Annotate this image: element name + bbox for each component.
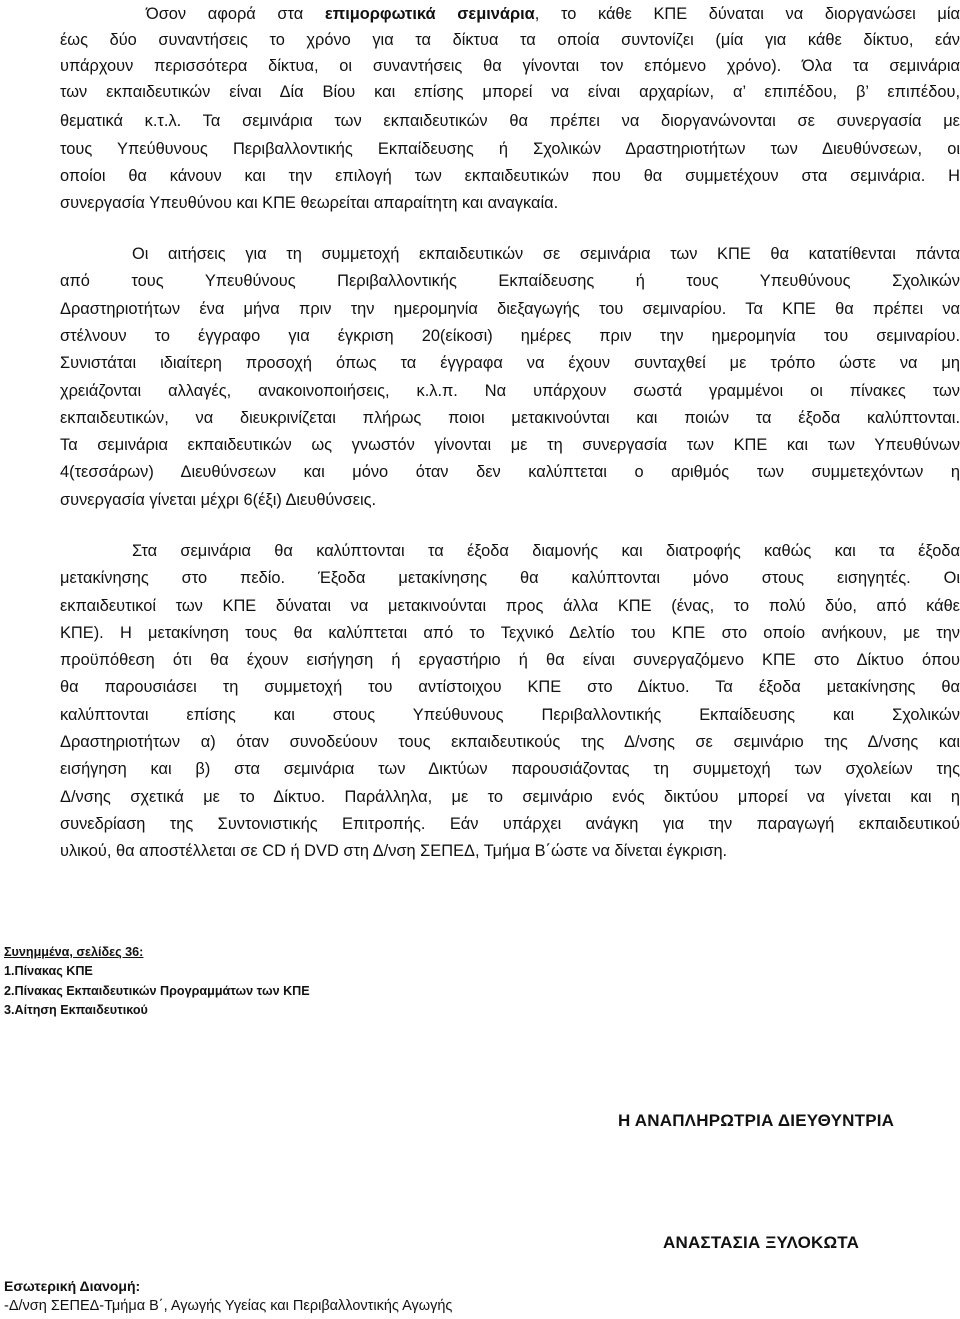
attachments-heading: Συνημμένα, σελίδες 36:	[4, 945, 144, 959]
signatory-role: Η ΑΝΑΠΛΗΡΩΤΡΙΑ ΔΙΕΥΘΥΝΤΡΙΑ	[618, 1111, 895, 1130]
p2-line-7: εκπαιδευτικών, να διευκρινίζεται πλήρως ποιοι μετακινούνται και ποιών τα έξοδα καλύπτονται.	[60, 409, 960, 427]
attachment-item-3: 3.Αίτηση Εκπαιδευτικού	[4, 1003, 148, 1017]
p3-line-2: μετακίνησης στο πεδίο. Έξοδα μετακίνησης θα καλύπτονται μόνο στους εισηγητές. Οι	[60, 569, 960, 587]
attachment-item-1: 1.Πίνακας ΚΠΕ	[4, 964, 93, 978]
p3-line-11: συνεδρίαση της Συντονιστικής Επιτροπής. Εάν υπάρχει ανάγκη για την παραγωγή εκπαιδευτικού	[60, 815, 960, 833]
p2-line-8: Τα σεμινάρια εκπαιδευτικών ως γνωστόν γίνονται με τη συνεργασία των ΚΠΕ και των Υπευθύνων	[60, 436, 960, 454]
p3-line-1: Στα σεμινάρια θα καλύπτονται τα έξοδα διαμονής και διατροφής καθώς και τα έξοδα	[132, 542, 960, 560]
p1-line-8: συνεργασία Υπευθύνου και ΚΠΕ θεωρείται απαραίτητη και αναγκαία.	[60, 194, 559, 212]
p3-line-5: προϋπόθεση ότι θα έχουν εισήγηση ή εργαστήριο ή θα είναι συνεργαζόμενο ΚΠΕ στο Δίκτυο όπου	[60, 651, 960, 669]
p3-line-12: υλικού, θα αποστέλλεται σε CD ή DVD στη Δ/νση ΣΕΠΕΔ, Τμήμα Β΄ώστε να δίνεται έγκριση.	[60, 842, 728, 860]
p2-line-3: Δραστηριοτήτων ένα μήνα πριν την ημερομηνία διεξαγωγής του σεμιναρίου. Τα ΚΠΕ θα πρέπει να	[60, 300, 960, 318]
p2-line-2: από τους Υπευθύνους Περιβαλλοντικής Εκπαίδευσης ή τους Υπευθύνους Σχολικών	[60, 272, 960, 290]
p3-line-10: Δ/νσης σχετικά με το Δίκτυο. Παράλληλα, με το σεμινάριο ενός δικτύου μπορεί να γίνεται και η	[60, 788, 960, 806]
p1-line-6: τους Υπεύθυνους Περιβαλλοντικής Εκπαίδευσης ή Σχολικών Δραστηριοτήτων των Διευθύνσεων, οι	[60, 140, 960, 158]
p3-line-3: εκπαιδευτικοί των ΚΠΕ δύναται να μετακινούνται προς άλλα ΚΠΕ (ένας, το πολύ δύο, από κάθε	[60, 597, 960, 615]
p1-line-1: Όσον αφορά στα επιμορφωτικά σεμινάρια, το κάθε ΚΠΕ δύναται να διοργανώσει μία	[146, 5, 960, 23]
p1-line-4: των εκπαιδευτικών είναι Δία Βίου και επίσης μπορεί να είναι αρχαρίων, α’ επιπέδου, β’ επιπέδου,	[60, 83, 960, 101]
p2-line-9: 4(τεσσάρων) Διευθύνσεων και μόνο όταν δεν καλύπτεται ο αριθμός των συμμετεχόντων η	[60, 463, 960, 481]
p2-line-10: συνεργασία γίνεται μέχρι 6(έξι) Διευθύνσεις.	[60, 491, 377, 509]
p1-line-2: έως δύο συναντήσεις το χρόνο για τα δίκτυα τα οποία συντονίζει (μία για κάθε δίκτυο, εάν	[60, 31, 960, 49]
p2-line-5: Συνιστάται ιδιαίτερη προσοχή όπως τα έγγραφα να έχουν συνταχθεί με τρόπο ώστε να μη	[60, 354, 960, 372]
p3-line-6: θα παρουσιάσει τη συμμετοχή του αντίστοιχου ΚΠΕ στο Δίκτυο. Τα έξοδα μετακίνησης θα	[60, 678, 960, 696]
p2-line-4: στέλνουν το έγγραφο για έγκριση 20(είκοσι) ημέρες πριν την ημερομηνία του σεμιναρίου.	[60, 327, 960, 345]
p1-line-5: θεματικά κ.τ.λ. Τα σεμινάρια των εκπαιδευτικών θα πρέπει να διοργανώνονται σε συνεργασία με	[60, 112, 960, 130]
p3-line-8: Δραστηριοτήτων α) όταν συνοδεύουν τους εκπαιδευτικούς της Δ/νσης σε σεμινάριο της Δ/νσης και	[60, 733, 960, 751]
p3-line-9: εισήγηση και β) στα σεμινάρια των Δικτύων παρουσιάζοντας τη συμμετοχή των σχολείων της	[60, 760, 960, 778]
distribution-heading: Εσωτερική Διανομή:	[4, 1278, 141, 1294]
distribution-item: -Δ/νση ΣΕΠΕΔ-Τμήμα Β΄, Αγωγής Υγείας και Περιβαλλοντικής Αγωγής	[4, 1298, 453, 1314]
signatory-name: ΑΝΑΣΤΑΣΙΑ ΞΥΛΟΚΩΤΑ	[663, 1233, 860, 1252]
p2-line-1: Οι αιτήσεις για τη συμμετοχή εκπαιδευτικών σε σεμινάρια των ΚΠΕ θα κατατίθενται πάντα	[132, 245, 960, 263]
p3-line-7: καλύπτονται επίσης και στους Υπεύθυνους Περιβαλλοντικής Εκπαίδευσης και Σχολικών	[60, 706, 960, 724]
attachment-item-2: 2.Πίνακας Εκπαιδευτικών Προγραμμάτων των ΚΠΕ	[4, 984, 310, 998]
seminars-emphasis: επιμορφωτικά σεμινάρια	[324, 5, 535, 23]
p1-line-7: οποίοι θα κάνουν και την επιλογή των εκπαιδευτικών που θα συμμετέχουν στα σεμινάρια. Η	[60, 167, 960, 185]
p2-line-6: χρειάζονται αλλαγές, ανακοινοποιήσεις, κ.λ.π. Να υπάρχουν σωστά γραμμένοι οι πίνακες των	[60, 382, 960, 400]
p1-line-3: υπάρχουν περισσότερα δίκτυα, οι συναντήσεις θα γίνονται τον επόμενο χρόνο). Όλα τα σεμινάρια	[60, 57, 960, 75]
p3-line-4: ΚΠΕ). Η μετακίνηση τους θα καλύπτεται από το Τεχνικό Δελτίο του ΚΠΕ στο οποίο ανήκουν, με την	[60, 624, 960, 642]
